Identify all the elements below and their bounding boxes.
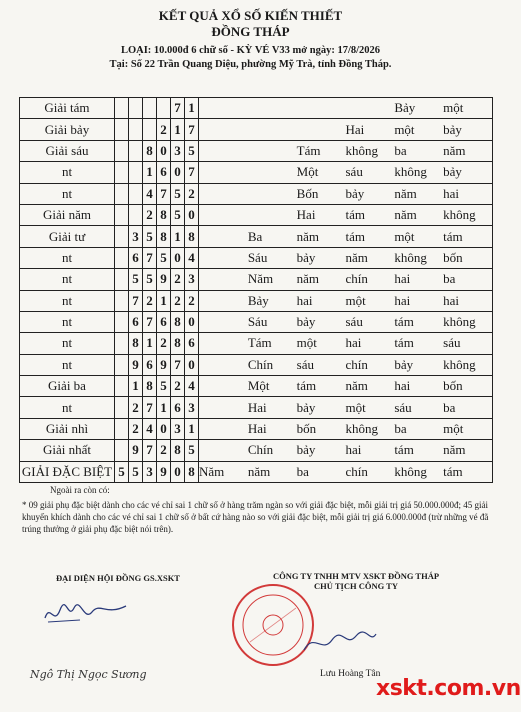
digit-cell — [157, 98, 171, 119]
digit-cell: 5 — [129, 461, 143, 482]
digit-word — [199, 122, 248, 138]
result-row — [20, 354, 493, 375]
notes-intro: Ngoài ra còn có: — [50, 485, 110, 495]
digit-cell: 1 — [143, 333, 157, 354]
digit-word: hai — [443, 292, 460, 308]
digit-word: một — [443, 421, 464, 437]
digit-word: sáu — [443, 335, 461, 351]
ticket-info: LOẠI: 10.000đ 6 chữ số - KỲ VÉ V33 mở ngày: 17/8/2026 — [120, 45, 381, 56]
digit-cell — [115, 183, 129, 204]
digit-word: năm — [443, 442, 466, 458]
digit-word: Hai — [345, 121, 365, 137]
digit-word: bảy — [296, 314, 316, 330]
results-table — [19, 97, 493, 483]
digit-cell: 5 — [157, 247, 171, 268]
digit-word: hai — [394, 271, 411, 287]
digit-cell: 6 — [129, 311, 143, 332]
digit-cell: 0 — [157, 418, 171, 439]
digit-cell: 2 — [185, 290, 199, 311]
result-row — [20, 333, 493, 354]
digit-cell: 7 — [129, 290, 143, 311]
number-in-words — [199, 269, 493, 290]
digit-cell: 5 — [185, 140, 199, 161]
digit-cell: 8 — [185, 461, 199, 482]
digit-cell: 4 — [185, 376, 199, 397]
digit-word — [199, 100, 248, 116]
result-row — [20, 397, 493, 418]
digit-word: tám — [394, 335, 414, 351]
digit-cell: 4 — [185, 247, 199, 268]
digit-cell — [115, 98, 129, 119]
digit-cell: 7 — [185, 162, 199, 183]
prize-label: nt — [20, 311, 115, 332]
number-in-words — [199, 333, 493, 354]
result-row — [20, 290, 493, 311]
digit-word: năm — [443, 142, 466, 158]
prize-label: nt — [20, 333, 115, 354]
digit-cell — [115, 204, 129, 225]
prize-label: Giải nhất — [20, 440, 115, 461]
prize-label: nt — [20, 269, 115, 290]
digit-word: một — [443, 100, 464, 116]
digit-word: không — [345, 421, 378, 437]
digit-word: Chín — [247, 442, 274, 458]
digit-word: năm — [296, 228, 320, 244]
document-subtitle: ĐỒNG THÁP — [211, 24, 290, 39]
digit-cell — [143, 98, 157, 119]
digit-cell: 2 — [171, 269, 185, 290]
result-row — [20, 247, 493, 268]
digit-word: bảy — [394, 356, 414, 372]
digit-cell: 1 — [157, 290, 171, 311]
digit-cell: 1 — [129, 376, 143, 397]
digit-cell — [129, 204, 143, 225]
digit-cell: 2 — [143, 290, 157, 311]
digit-cell: 3 — [129, 226, 143, 247]
digit-cell: 0 — [171, 247, 185, 268]
digit-cell — [115, 333, 129, 354]
digit-word: Hai — [247, 421, 267, 437]
digit-word: bảy — [443, 164, 462, 180]
digit-word — [199, 271, 248, 287]
number-in-words — [199, 290, 493, 311]
digit-cell: 8 — [143, 140, 157, 161]
digit-word — [199, 421, 248, 437]
company-chairman-title: CHỦ TỊCH CÔNG TY — [314, 581, 398, 591]
digit-cell — [115, 376, 129, 397]
digit-cell — [129, 119, 143, 140]
digit-word — [248, 164, 297, 180]
digit-cell — [129, 98, 143, 119]
result-row — [20, 440, 493, 461]
digit-cell: 7 — [143, 247, 157, 268]
digit-word: ba — [394, 142, 407, 158]
prize-label: Giải năm — [20, 204, 115, 225]
digit-word — [199, 143, 248, 159]
digit-word — [199, 250, 248, 266]
digit-cell: 3 — [185, 397, 199, 418]
digit-word: Sáu — [247, 314, 268, 330]
digit-word: một — [394, 228, 415, 244]
digit-word: bốn — [443, 378, 463, 394]
digit-word: sáu — [345, 314, 363, 330]
digit-word: không — [394, 164, 427, 180]
digit-word: bốn — [443, 249, 463, 265]
digit-word: bảy — [296, 249, 316, 265]
digit-word: năm — [345, 249, 368, 265]
digit-cell: 0 — [185, 354, 199, 375]
digit-cell: 5 — [171, 204, 185, 225]
digit-cell — [115, 397, 129, 418]
digit-word: tám — [443, 228, 463, 244]
digit-cell: 1 — [143, 162, 157, 183]
digit-word: Hai — [296, 207, 316, 223]
digit-word: Một — [247, 378, 270, 394]
digit-cell: 6 — [157, 162, 171, 183]
digit-word — [248, 207, 297, 223]
digit-cell: 1 — [157, 397, 171, 418]
prize-label: nt — [20, 247, 115, 268]
prize-label: nt — [20, 354, 115, 375]
digit-cell: 2 — [129, 418, 143, 439]
digit-cell: 6 — [157, 311, 171, 332]
digit-word: hai — [443, 185, 460, 201]
prize-label: Giải nhì — [20, 418, 115, 439]
result-row — [20, 183, 493, 204]
digit-cell: 7 — [185, 119, 199, 140]
company-title: CÔNG TY TNHH MTV XSKT ĐỒNG THÁP — [272, 571, 440, 581]
number-in-words — [199, 354, 493, 375]
digit-word: tám — [394, 442, 414, 458]
number-in-words — [199, 140, 493, 161]
number-in-words — [199, 397, 493, 418]
digit-word: một — [345, 292, 366, 308]
digit-word: hai — [345, 335, 362, 351]
digit-word: tám — [394, 314, 414, 330]
digit-word: tám — [345, 207, 365, 223]
number-in-words — [199, 162, 493, 183]
digit-word: Bốn — [296, 185, 319, 201]
prize-label: Giải ba — [20, 376, 115, 397]
signature-scribble-left — [40, 598, 130, 628]
prize-label: nt — [20, 162, 115, 183]
council-title: ĐẠI DIỆN HỘI ĐỒNG GS.XSKT — [56, 573, 180, 583]
number-in-words — [199, 461, 493, 482]
digit-word: ba — [394, 421, 407, 437]
digit-word: không — [345, 142, 378, 158]
result-row — [20, 98, 493, 119]
digit-word: hai — [296, 292, 313, 308]
digit-cell — [115, 119, 129, 140]
digit-word: một — [394, 121, 415, 137]
digit-word — [199, 335, 248, 351]
digit-cell: 8 — [157, 204, 171, 225]
digit-cell: 3 — [171, 418, 185, 439]
number-in-words — [199, 204, 493, 225]
notes-section — [22, 484, 492, 535]
digit-word: tám — [443, 463, 463, 479]
digit-cell: 2 — [185, 183, 199, 204]
digit-cell: 1 — [171, 226, 185, 247]
digit-word: tám — [345, 228, 365, 244]
digit-cell: 2 — [143, 204, 157, 225]
digit-cell: 3 — [143, 461, 157, 482]
signature-block-left — [18, 573, 218, 583]
digit-word — [248, 186, 297, 202]
digit-cell — [115, 290, 129, 311]
result-row — [20, 461, 493, 482]
digit-word — [199, 314, 248, 330]
digit-cell: 5 — [129, 269, 143, 290]
digit-word: Hai — [247, 399, 267, 415]
digit-word — [345, 100, 394, 116]
result-row — [20, 269, 493, 290]
digit-word: bảy — [443, 121, 462, 137]
number-in-words — [199, 119, 493, 140]
digit-word: sáu — [345, 164, 363, 180]
digit-word: ba — [443, 271, 456, 287]
digit-word: Ba — [247, 228, 263, 244]
digit-cell: 8 — [129, 333, 143, 354]
draw-address: Tại: Số 22 Trần Quang Diệu, phường Mỹ Trà, tỉnh Đồng Tháp. — [109, 59, 392, 70]
prize-label: GIẢI ĐẶC BIỆT — [20, 461, 115, 482]
digit-word: bảy — [345, 185, 365, 201]
digit-cell: 2 — [129, 397, 143, 418]
digit-cell: 7 — [157, 183, 171, 204]
digit-cell: 8 — [171, 311, 185, 332]
result-row — [20, 376, 493, 397]
digit-cell: 9 — [129, 354, 143, 375]
digit-cell: 7 — [143, 311, 157, 332]
digit-word: Một — [296, 164, 319, 180]
digit-cell: 6 — [185, 333, 199, 354]
digit-cell — [115, 247, 129, 268]
digit-cell: 9 — [129, 440, 143, 461]
digit-word: không — [443, 207, 476, 223]
digit-cell: 9 — [157, 461, 171, 482]
digit-cell: 0 — [185, 204, 199, 225]
digit-word: hai — [394, 292, 411, 308]
digit-word — [248, 122, 297, 138]
digit-cell: 3 — [171, 140, 185, 161]
digit-word: chín — [345, 463, 368, 479]
digit-cell: 7 — [171, 354, 185, 375]
digit-cell: 0 — [185, 311, 199, 332]
digit-cell: 4 — [143, 418, 157, 439]
digit-cell — [115, 354, 129, 375]
digit-cell: 9 — [157, 269, 171, 290]
digit-word: một — [345, 399, 366, 415]
digit-cell: 5 — [143, 269, 157, 290]
digit-word: chín — [345, 356, 368, 372]
digit-cell — [143, 119, 157, 140]
digit-cell — [129, 183, 143, 204]
digit-cell: 7 — [143, 397, 157, 418]
digit-cell: 2 — [171, 290, 185, 311]
digit-cell: 0 — [171, 162, 185, 183]
digit-cell: 4 — [143, 183, 157, 204]
digit-word — [297, 122, 346, 138]
digit-cell — [115, 140, 129, 161]
company-signer-name: Lưu Hoàng Tân — [320, 669, 381, 679]
number-in-words — [199, 226, 493, 247]
digit-cell: 7 — [171, 98, 185, 119]
prize-label: Giải bảy — [20, 119, 115, 140]
digit-word: năm — [247, 463, 271, 479]
result-row — [20, 311, 493, 332]
digit-word: Sáu — [247, 249, 268, 265]
digit-word: năm — [394, 207, 417, 223]
digit-word: sáu — [394, 399, 412, 415]
digit-word: sáu — [296, 356, 314, 372]
number-in-words — [199, 418, 493, 439]
number-in-words — [199, 247, 493, 268]
digit-cell: 1 — [171, 119, 185, 140]
result-row — [20, 204, 493, 225]
digit-word: Tám — [247, 335, 272, 351]
digit-word: không — [443, 314, 476, 330]
digit-cell: 6 — [171, 397, 185, 418]
digit-cell: 3 — [185, 269, 199, 290]
digit-word: năm — [394, 185, 417, 201]
digit-word: một — [296, 335, 317, 351]
digit-cell: 5 — [143, 226, 157, 247]
digit-cell: 8 — [157, 226, 171, 247]
prize-label: nt — [20, 290, 115, 311]
result-row — [20, 119, 493, 140]
digit-cell: 1 — [185, 98, 199, 119]
signature-scribble-right — [300, 628, 380, 658]
digit-word: tám — [296, 378, 317, 394]
digit-word: Bảy — [247, 292, 269, 308]
digit-cell: 8 — [171, 440, 185, 461]
number-in-words — [199, 183, 493, 204]
digit-cell — [129, 162, 143, 183]
digit-word: bảy — [296, 399, 316, 415]
digit-word: Chín — [247, 356, 274, 372]
digit-cell — [115, 440, 129, 461]
document-header — [0, 8, 501, 72]
digit-word: Năm — [247, 271, 274, 287]
digit-word: chín — [345, 271, 368, 287]
digit-word: hai — [345, 442, 362, 458]
digit-cell: 8 — [143, 376, 157, 397]
digit-word: Bảy — [394, 100, 416, 116]
digit-word — [199, 207, 248, 223]
digit-cell — [115, 269, 129, 290]
number-in-words — [199, 440, 493, 461]
digit-cell: 5 — [157, 376, 171, 397]
digit-cell — [115, 311, 129, 332]
digit-cell: 2 — [157, 333, 171, 354]
digit-word: năm — [345, 378, 368, 394]
digit-word: hai — [394, 378, 411, 394]
digit-cell: 6 — [129, 247, 143, 268]
prize-label: Giải sáu — [20, 140, 115, 161]
number-in-words — [199, 376, 493, 397]
digit-word — [199, 164, 248, 180]
council-signer-name: Ngô Thị Ngọc Sương — [30, 668, 147, 681]
digit-cell — [129, 140, 143, 161]
digit-word — [248, 143, 297, 159]
digit-word: không — [394, 463, 427, 479]
digit-word — [199, 400, 248, 416]
site-logo[interactable]: xskt.com.vn — [376, 676, 521, 701]
document-title: KẾT QUẢ XỔ SỐ KIẾN THIẾT — [158, 8, 343, 23]
result-row — [20, 226, 493, 247]
digit-word — [297, 100, 346, 116]
digit-word: bảy — [296, 442, 316, 458]
prize-label: nt — [20, 183, 115, 204]
digit-word — [199, 229, 248, 245]
digit-word: ba — [296, 463, 309, 479]
digit-word: ba — [443, 399, 456, 415]
notes-line: * 09 giải phụ đặc biệt dành cho các vé chỉ sai 1 chữ số ở hàng trăm ngàn so với giải đặc biệt, mỗi giải trị giá 50.000.000đ; 45 giải khuyến khích dành cho các vé chỉ sai 1 chữ số ở bất cứ hàng nào so với giải đặc biệt, mỗi giải trị giá 6.000.000đ (trừ những vé đã trúng thưởng ở giải phụ đặc biệt nói trên). — [22, 500, 489, 534]
prize-label: nt — [20, 397, 115, 418]
digit-word: không — [443, 356, 476, 372]
number-in-words — [199, 311, 493, 332]
digit-word: năm — [296, 271, 320, 287]
digit-word: bốn — [296, 421, 317, 437]
digit-word — [199, 357, 248, 373]
digit-cell: 8 — [185, 226, 199, 247]
digit-cell — [115, 226, 129, 247]
digit-word — [199, 378, 248, 394]
number-in-words — [199, 98, 493, 119]
result-row — [20, 418, 493, 439]
digit-word: Tám — [296, 142, 321, 158]
digit-word: không — [394, 249, 427, 265]
result-row — [20, 162, 493, 183]
digit-cell: 0 — [157, 140, 171, 161]
digit-word: Năm — [199, 463, 225, 479]
digit-cell: 2 — [157, 119, 171, 140]
result-row — [20, 140, 493, 161]
digit-cell — [115, 418, 129, 439]
digit-cell — [115, 162, 129, 183]
digit-cell: 9 — [157, 354, 171, 375]
digit-cell: 8 — [171, 333, 185, 354]
digit-cell: 1 — [185, 418, 199, 439]
digit-cell: 5 — [171, 183, 185, 204]
prize-label: Giải tám — [20, 98, 115, 119]
digit-cell: 5 — [185, 440, 199, 461]
digit-word — [199, 442, 248, 458]
digit-word — [248, 100, 297, 116]
digit-cell: 5 — [115, 461, 129, 482]
digit-cell: 2 — [171, 376, 185, 397]
digit-word — [199, 293, 248, 309]
digit-word — [199, 186, 248, 202]
prize-label: Giải tư — [20, 226, 115, 247]
digit-cell: 6 — [143, 354, 157, 375]
digit-cell: 7 — [143, 440, 157, 461]
digit-cell: 0 — [171, 461, 185, 482]
digit-cell: 2 — [157, 440, 171, 461]
